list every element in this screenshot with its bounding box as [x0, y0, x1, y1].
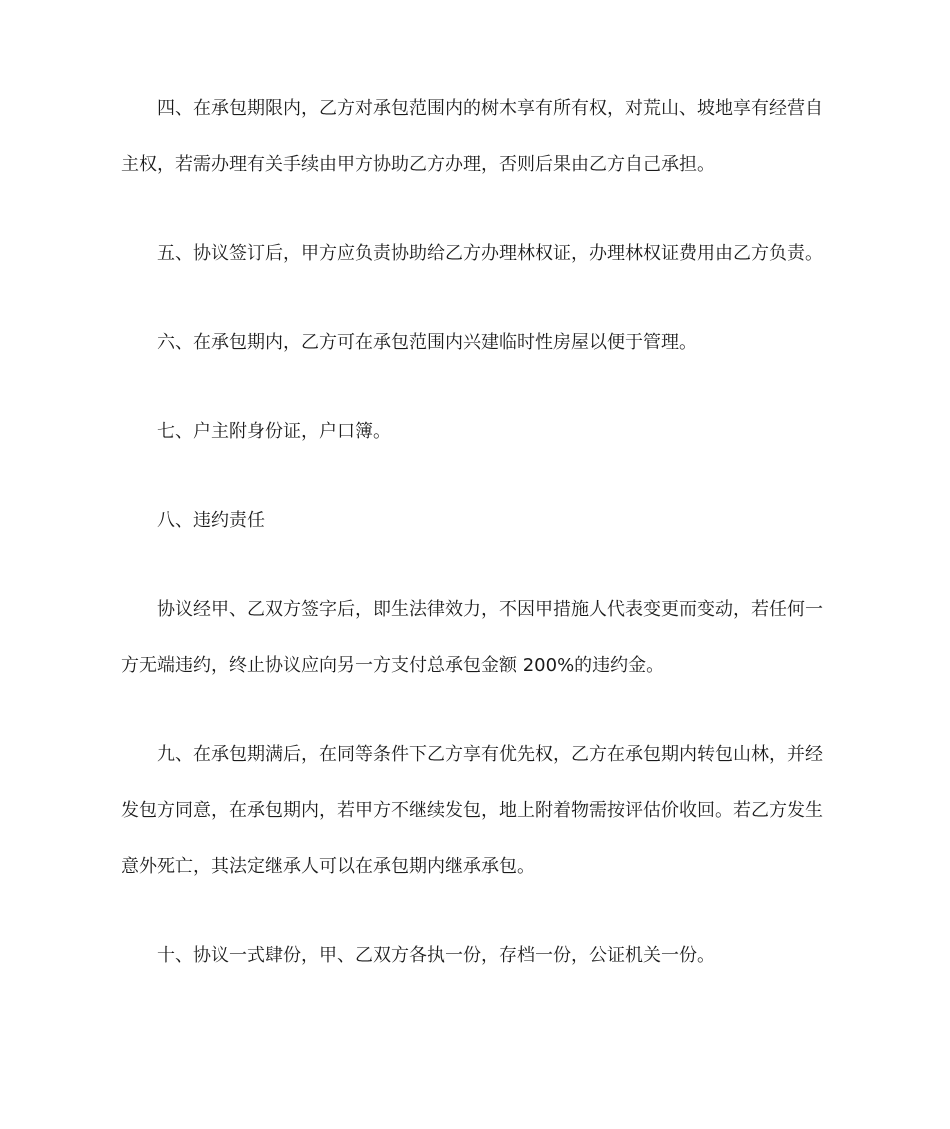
clause-7-line-1: 七、户主附身份证，户口簿。 [157, 421, 391, 442]
clause-10-line-1: 十、协议一式肆份，甲、乙双方各执一份，存档一份，公证机关一份。 [157, 945, 715, 966]
breach-paragraph-line-2: 方无端违约，终止协议应向另一方支付总承包金额 200%的违约金。 [121, 655, 665, 676]
clause-9-line-3: 意外死亡，其法定继承人可以在承包期内继承承包。 [121, 856, 535, 877]
clause-9-line-2: 发包方同意，在承包期内，若甲方不继续发包，地上附着物需按评估价收回。若乙方发生 [121, 800, 823, 821]
clause-4-line-2: 主权，若需办理有关手续由甲方协助乙方办理，否则后果由乙方自己承担。 [121, 154, 715, 175]
clause-6-line-1: 六、在承包期内，乙方可在承包范围内兴建临时性房屋以便于管理。 [157, 332, 697, 353]
clause-8-heading: 八、违约责任 [157, 510, 265, 531]
clause-5-line-1: 五、协议签订后，甲方应负责协助给乙方办理林权证，办理林权证费用由乙方负责。 [157, 243, 823, 264]
breach-paragraph-line-1: 协议经甲、乙双方签字后，即生法律效力，不因甲措施人代表变更而变动，若任何一 [157, 599, 823, 620]
clause-4-line-1: 四、在承包期限内，乙方对承包范围内的树木享有所有权，对荒山、坡地享有经营自 [157, 98, 823, 119]
clause-9-line-1: 九、在承包期满后，在同等条件下乙方享有优先权，乙方在承包期内转包山林，并经 [157, 744, 823, 765]
